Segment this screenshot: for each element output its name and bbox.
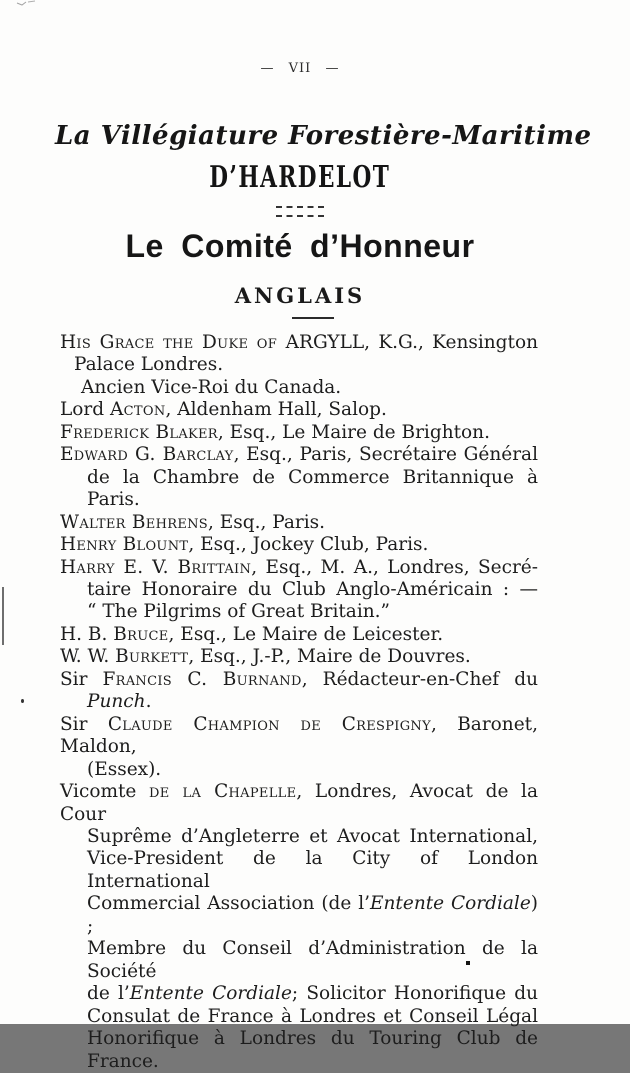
roster-text: W. W. xyxy=(60,646,116,668)
roster-text: de l’ xyxy=(87,983,130,1005)
roster-line xyxy=(60,579,538,601)
roster-line xyxy=(60,399,538,421)
roster-line xyxy=(60,512,538,534)
roster-entry xyxy=(60,332,538,399)
person-name: Harry E. V. Brittain xyxy=(60,556,252,578)
roster-text: , Baronet, Maldon, xyxy=(60,713,538,758)
roster-line xyxy=(60,624,538,646)
ink-dot-bottom xyxy=(466,961,470,965)
roster-entry xyxy=(60,669,538,714)
roster-entry xyxy=(60,399,538,421)
roster-text: , Esq., J.-P., Maire de Douvres. xyxy=(188,646,471,668)
person-name: Bruce xyxy=(113,623,169,645)
roster-text: , Esq., Le Maire de Brighton. xyxy=(217,421,490,443)
roster-entry xyxy=(60,557,538,624)
roster-text: Lord xyxy=(60,399,110,421)
roster-text: ARGYLL, K.G., Kensington xyxy=(285,332,539,353)
roster-text: Palace Londres. xyxy=(74,354,224,376)
roster-line xyxy=(60,669,538,691)
roster-entry xyxy=(60,534,538,556)
roster-text: , Rédacteur-en-Chef du xyxy=(301,668,538,690)
roster-line xyxy=(60,557,538,579)
roster-text: , Aldenham Hall, Salop. xyxy=(165,399,387,421)
roster-text: ) ; xyxy=(87,893,538,937)
roster-line xyxy=(60,759,538,781)
ink-dot-left xyxy=(21,699,24,703)
roster-text: , Esq., Le Maire de Leicester. xyxy=(168,623,444,645)
person-name: Claude Champion de Crespigny xyxy=(107,713,431,735)
roster-line xyxy=(60,444,538,466)
roster-text: Vice-President de la City of London International xyxy=(87,848,538,892)
italic-text: Entente Cordiale xyxy=(370,893,531,915)
roster-text: H. B. xyxy=(60,623,114,645)
scan-edge-artifact xyxy=(2,587,4,645)
roster-line xyxy=(60,601,538,623)
roster-text: Consulat de France à Londres et Conseil Légal xyxy=(87,1005,538,1027)
roster-entry xyxy=(60,624,538,646)
person-name: Edward G. Barclay xyxy=(60,444,234,466)
person-name: de la Chapelle xyxy=(149,781,297,803)
roster-entry xyxy=(60,512,538,534)
roster-line xyxy=(60,983,538,1005)
roster-line xyxy=(60,354,538,376)
roster-text: , Londres, Avocat de la Cour xyxy=(60,781,538,825)
roster-line xyxy=(60,377,538,399)
roster-line xyxy=(60,848,538,893)
roster-text: Sir xyxy=(60,713,108,735)
section-heading: ANGLAIS xyxy=(234,283,366,308)
roster-line xyxy=(60,893,538,938)
person-name: Frederick Blaker xyxy=(60,421,218,443)
series-subtitle-text: D’HARDELOT xyxy=(209,160,391,195)
roster-text: , Esq., Paris. xyxy=(208,511,326,533)
roster-text: . xyxy=(145,691,152,713)
person-name: Walter Behrens xyxy=(60,511,208,533)
italic-text: Punch xyxy=(87,691,146,713)
person-name: Francis C. Burnand xyxy=(102,668,302,690)
italic-text: Entente Cordiale xyxy=(129,983,292,1005)
page-number: — VII — xyxy=(260,61,340,76)
pencil-mark-artifact xyxy=(16,0,36,11)
roster-text: de la Chambre de Commerce Britannique à Paris. xyxy=(87,466,538,511)
roster-text: , Esq., Jockey Club, Paris. xyxy=(188,534,429,556)
committee-heading: Le Comité d’Honneur xyxy=(125,228,475,264)
person-name: Henry Blount xyxy=(60,534,189,556)
roster-text: Sir xyxy=(60,668,103,690)
roster-text: Membre du Conseil d’Administration de la Société xyxy=(87,938,538,982)
roster-text: (Essex). xyxy=(87,758,162,780)
person-name: Burkett xyxy=(115,646,189,668)
roster-line xyxy=(60,422,538,444)
roster-line xyxy=(60,467,538,512)
roster-entry xyxy=(60,422,538,444)
roster-text: Suprême d’Angleterre et Avocat International, xyxy=(87,825,538,847)
roster-line xyxy=(60,781,538,826)
roster-text: , Esq., Paris, Secrétaire Général xyxy=(233,444,538,466)
person-name: His Grace the Duke of xyxy=(60,332,286,353)
roster-line xyxy=(60,646,538,668)
roster-text: taire Honoraire du Club Anglo-Américain : — xyxy=(87,578,538,600)
section-heading-rule xyxy=(292,317,334,319)
dashed-ornament-divider xyxy=(55,202,545,221)
roster-line xyxy=(60,1006,538,1028)
roster-entry xyxy=(60,781,538,1073)
roster-text: Honorifique à Londres du Touring Club de France. xyxy=(87,1028,538,1072)
roster-text: Ancien Vice-Roi du Canada. xyxy=(81,376,342,398)
roster-entry xyxy=(60,714,538,781)
series-subtitle xyxy=(55,160,545,195)
person-name: Acton xyxy=(110,399,166,421)
roster-text: “ The Pilgrims of Great Britain.” xyxy=(87,601,390,623)
roster-text: Commercial Association (de l’ xyxy=(87,893,371,915)
roster-line xyxy=(60,332,538,354)
roster-entry xyxy=(60,646,538,668)
roster-line xyxy=(60,534,538,556)
roster-line xyxy=(60,826,538,848)
roster-line xyxy=(60,714,538,759)
series-title: La Villégiature Forestière-Maritime xyxy=(55,121,592,151)
roster-text: , Esq., M. A., Londres, Secré- xyxy=(251,556,539,578)
roster-line xyxy=(60,691,538,713)
roster-text: ; Solicitor Honorifique du xyxy=(291,983,538,1005)
roster-entry xyxy=(60,444,538,511)
roster-line xyxy=(60,1028,538,1073)
roster-text: Vicomte xyxy=(60,781,150,803)
